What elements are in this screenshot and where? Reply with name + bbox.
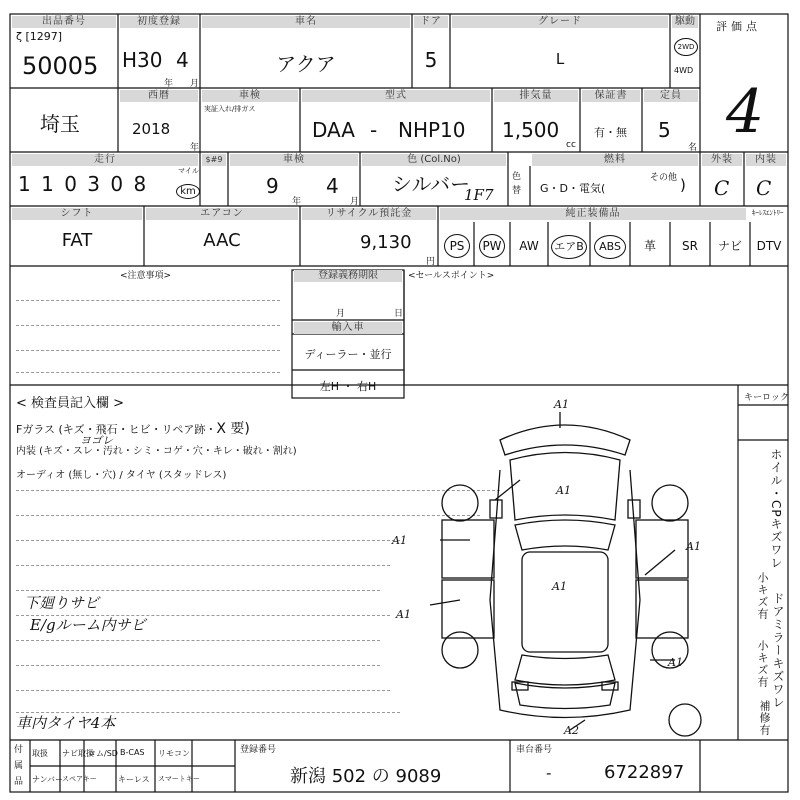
score-label: 評価点 (716, 20, 761, 33)
inspector-line (16, 540, 400, 541)
year-unit: 年 (190, 143, 200, 153)
hand-note-tires: 車内タイヤ4本 (16, 714, 116, 732)
recycle: 9,130 (360, 232, 412, 253)
plate-label: 登録番号 (240, 745, 277, 755)
legend-item: ナビ取扱 (62, 749, 94, 758)
color-label: 色 (Col.No) (362, 154, 506, 166)
region: 埼玉 (40, 112, 80, 136)
accessories-char: 付 (14, 745, 24, 755)
legend-item: ロム/SD (88, 749, 118, 758)
mileage-digit: 8 (133, 172, 149, 196)
caution-line (16, 300, 280, 301)
sales-label: <セールスポイント> (408, 271, 495, 281)
inspector-line (16, 515, 480, 516)
accessories-label (14, 742, 26, 790)
doors: 5 (424, 48, 438, 72)
fuel-label: 燃料 (532, 154, 698, 166)
first-reg-era: H30 (122, 48, 163, 72)
model-dash: - (370, 118, 378, 142)
equipment-dtv: DTV (756, 239, 782, 253)
legend-wheel: ホイル・CPキズワレ (769, 448, 783, 570)
equipment-leather: 革 (643, 239, 656, 253)
color: シルバー (392, 172, 471, 196)
hand-note-engine-room: E/gルーム内サビ (30, 616, 146, 634)
year-label: 西暦 (120, 90, 198, 102)
ac: AAC (203, 230, 241, 251)
first-reg-month-unit: 月 (190, 79, 200, 89)
hand-note-undercarriage: 下廻りサビ (24, 594, 100, 612)
model-label: 型式 (302, 90, 490, 102)
shift-label: シフト (12, 208, 142, 220)
first-reg-label: 初度登録 (120, 16, 198, 28)
legend-repair: 補修有 (758, 700, 771, 736)
drive-2wd: 2WD (674, 38, 698, 56)
lot-label: 出品番号 (12, 16, 116, 28)
doors-label: ドア (414, 16, 448, 28)
reg-deadline-label: 登録義務期限 (294, 270, 402, 282)
legend-item: リモコン (158, 749, 190, 758)
check-label: $#9 (202, 154, 226, 166)
inspection-year-unit: 年 (292, 197, 302, 207)
accessories-char: 品 (14, 777, 24, 787)
mileage-digit: 3 (87, 172, 103, 196)
equipment-pw: PW (474, 228, 510, 264)
grade-label: グレード (452, 16, 668, 28)
chassis-label: 車台番号 (516, 745, 553, 755)
inspection-date-label: 車検 (230, 154, 358, 166)
mileage-digit: 0 (110, 172, 126, 196)
legend-small-scratch: 小キズ有 (756, 572, 769, 620)
cc-unit: cc (566, 140, 576, 150)
interior-label: 内装 (746, 154, 786, 166)
chassis-dash: - (546, 764, 552, 782)
legend-mirror: ドアミラーキズワレ (771, 592, 785, 709)
score: 4 (726, 77, 765, 147)
deadline-day: 日 (394, 309, 404, 319)
yen-unit: 円 (426, 257, 436, 267)
deadline-month: 月 (336, 309, 346, 319)
plate-number: 新潟 502 の 9089 (290, 766, 442, 787)
equipment-abs: ABS (590, 228, 630, 264)
caution-line (16, 325, 280, 326)
audio-line: オーディオ (無し・穴) / タイヤ (スタッドレス) (16, 470, 227, 481)
fuel-options: G・D・電気( (540, 182, 606, 195)
damage-mark: A1 (668, 656, 683, 669)
legend-item: スペアキー (62, 775, 97, 783)
import-label: 輸入車 (294, 322, 402, 334)
equipment-airbag: エアB (548, 228, 590, 264)
handle-side: 左H ・ 右H (319, 380, 377, 393)
interior-line: 内装 (キズ・スレ・汚れ・シミ・コゲ・穴・キレ・破れ・割れ) (16, 446, 297, 457)
first-reg-month: 4 (176, 48, 189, 72)
inspection-label: 車検 (202, 90, 298, 102)
mileage-digit: 0 (64, 172, 79, 196)
inspector-line (16, 690, 390, 691)
accessories-char: 属 (14, 761, 24, 771)
fuel-other: その他 (650, 173, 678, 183)
inspection-year: 9 (266, 174, 279, 198)
model-prefix: DAA (312, 118, 355, 142)
ac-label: エアコン (146, 208, 298, 220)
interior: C (756, 176, 772, 200)
inspector-line (16, 565, 390, 566)
capacity: 5 (658, 118, 671, 142)
car-name: アクア (276, 52, 336, 76)
damage-mark: A1 (686, 540, 701, 553)
legend-item: スマートキー (158, 775, 200, 783)
car-diagram (420, 400, 720, 740)
legend-item: ナンバー (32, 775, 64, 784)
inspector-line (16, 590, 380, 591)
key-lock-label: キーロック (744, 393, 789, 403)
equipment-sr: SR (682, 239, 698, 253)
color-change: 色替 (512, 172, 522, 196)
keyless-label: ｷｰﾚｽｴﾝﾄﾘｰ (752, 209, 784, 217)
car-name-label: 車名 (202, 16, 410, 28)
exterior: C (714, 176, 730, 200)
equipment-aw: AW (519, 239, 539, 253)
displacement: 1,500 (502, 118, 560, 142)
chassis-number: 6722897 (604, 762, 685, 783)
damage-mark: A1 (396, 608, 411, 621)
damage-mark: A1 (556, 484, 571, 497)
interior-handwritten: ヨゴレ (80, 434, 113, 447)
mileage-digit: 1 (41, 172, 56, 196)
exterior-label: 外装 (702, 154, 742, 166)
grade: L (555, 50, 565, 68)
drive-4wd: 4WD (674, 66, 694, 75)
shift: FAT (61, 230, 93, 251)
first-reg-year-unit: 年 (164, 79, 174, 89)
capacity-unit: 名 (688, 143, 698, 153)
inspector-title: < 検査員記入欄 > (16, 396, 125, 411)
drive-label: 駆動 (672, 16, 698, 28)
mileage-digit: 1 (18, 172, 33, 196)
glass-line (16, 418, 250, 438)
inspection-month: 4 (326, 174, 339, 198)
fuel-close: ) (680, 176, 686, 194)
km-unit: km (176, 184, 200, 199)
inspector-line (16, 665, 380, 666)
legend-item: キーレス (118, 775, 150, 784)
color-code: 1F7 (464, 186, 494, 204)
mile-unit: マイル (178, 167, 199, 175)
mileage-label: 走行 (12, 154, 198, 166)
capacity-label: 定員 (644, 90, 698, 102)
import-type: ディーラー・並行 (304, 348, 392, 361)
warranty: 有・無 (594, 126, 627, 139)
legend-small-scratch-2: 小キズ有 (756, 640, 769, 688)
lot-sub: ζ [1297] (16, 30, 63, 43)
model: NHP10 (398, 118, 466, 142)
caution-line (16, 350, 280, 351)
damage-mark: A1 (392, 534, 407, 547)
equipment-navi: ナビ (717, 239, 742, 253)
displacement-label: 排気量 (494, 90, 578, 102)
legend-item: B-CAS (120, 748, 145, 757)
mileage-digits (18, 172, 148, 196)
glass-text: Fガラス (キズ・飛石・ヒビ・リペア跡・ (16, 423, 217, 436)
inspection-month-unit: 月 (350, 197, 360, 207)
equipment-label: 純正装備品 (440, 208, 746, 220)
inspector-line (16, 640, 380, 641)
damage-mark: A2 (564, 724, 579, 737)
warranty-label: 保証書 (582, 90, 640, 102)
damage-mark: A1 (554, 398, 569, 411)
lot-number: 50005 (22, 52, 99, 80)
recycle-label: リサイクル預託金 (302, 208, 436, 220)
caution-line (16, 372, 280, 373)
legend-item: 取扱 (32, 749, 48, 758)
equipment-ps: PS (440, 228, 474, 264)
damage-mark: A1 (552, 580, 567, 593)
glass-mark: X 要) (216, 421, 250, 437)
year: 2018 (132, 120, 171, 138)
caution-label: <注意事項> (120, 271, 172, 281)
inspection-sub: 実証入れ/排ガス (204, 105, 256, 113)
